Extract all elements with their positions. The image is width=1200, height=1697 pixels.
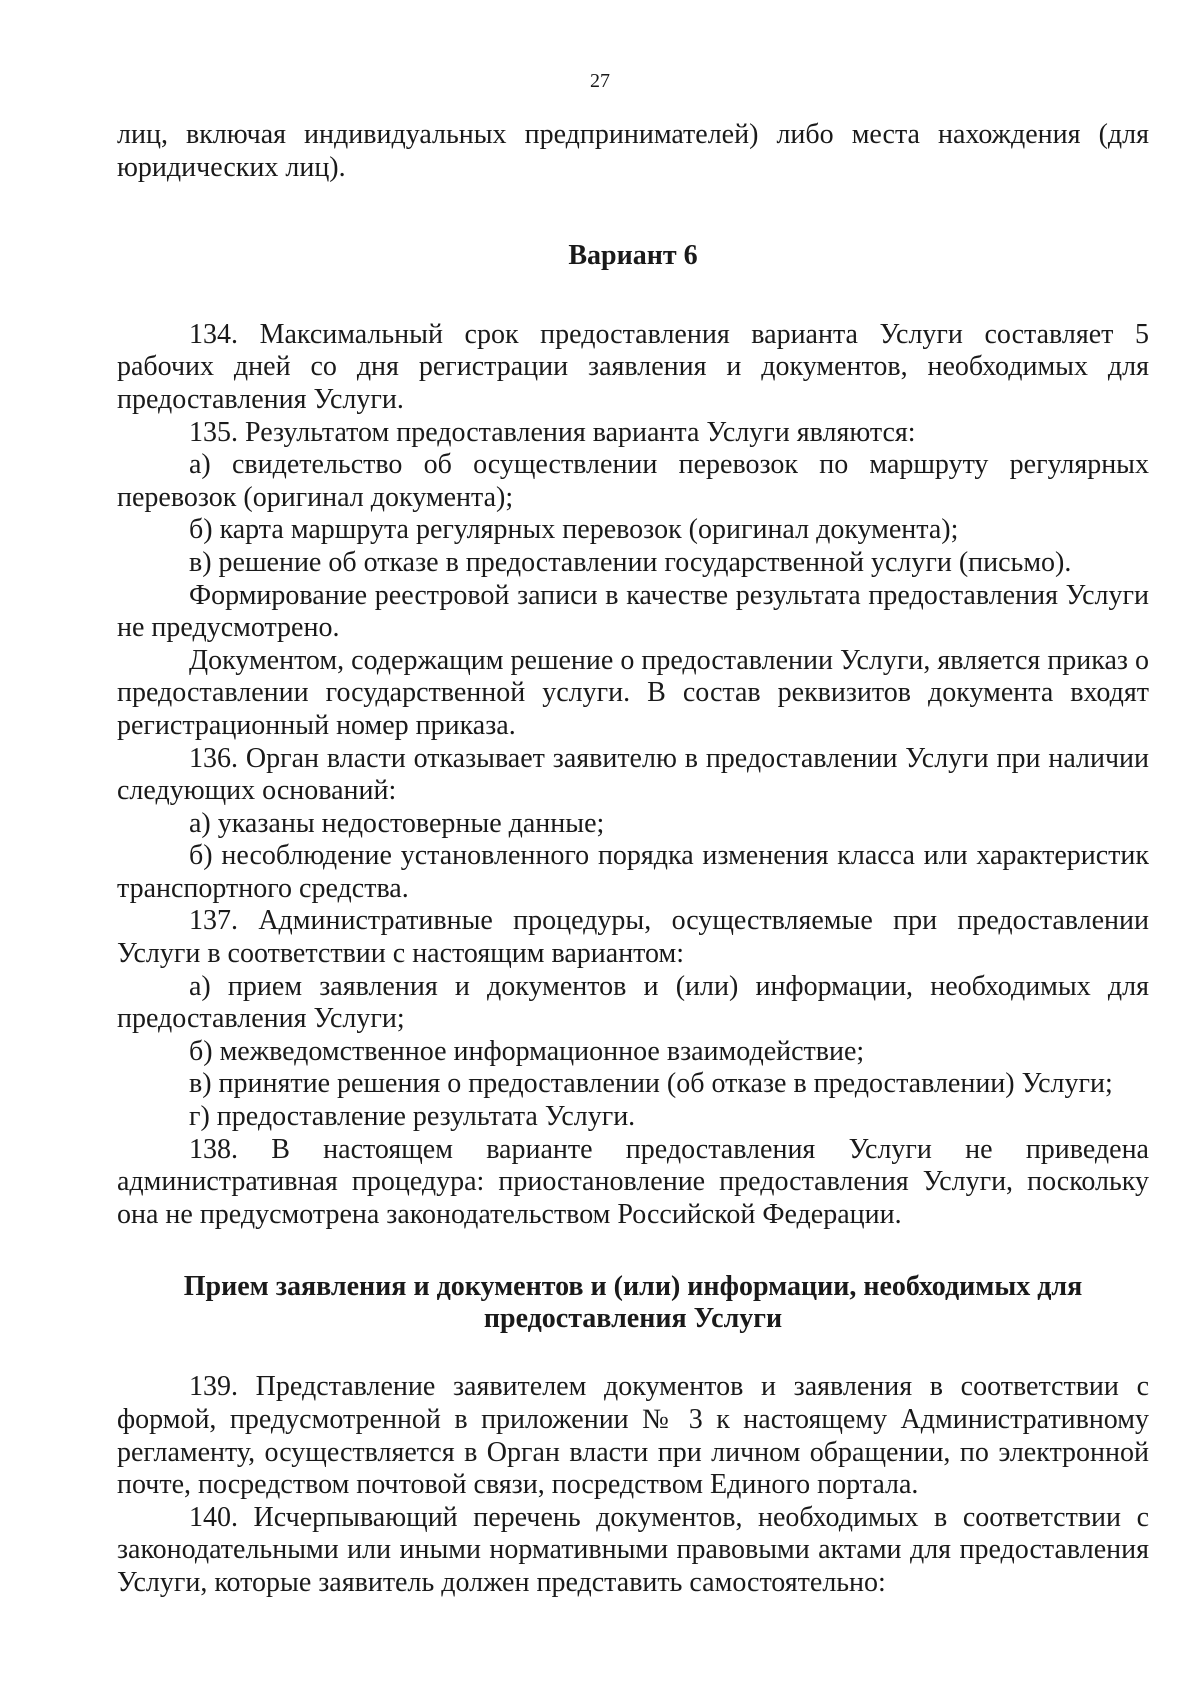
paragraph-decision-document: Документом, содержащим решение о предоставлении Услуги, является приказ о предоставлении государственной услуги. В состав реквизитов документа входят регистрационный номер приказа. <box>117 644 1149 741</box>
page-number: 27 <box>590 70 610 92</box>
list-item-135b: б) карта маршрута регулярных перевозок (оригинал документа); <box>189 514 959 546</box>
paragraph-135: 135. Результатом предоставления варианта Услуги являются: <box>189 416 916 448</box>
list-item-137c: в) принятие решения о предоставлении (об отказе в предоставлении) Услуги; <box>189 1068 1113 1100</box>
variant-heading: Вариант 6 <box>568 240 698 272</box>
paragraph-134: 134. Максимальный срок предоставления варианта Услуги составляет 5 рабочих дней со дня регистрации заявления и документов, необходимых для предоставления Услуги. <box>117 318 1149 415</box>
document-body <box>117 119 1149 1600</box>
paragraph-137: 137. Административные процедуры, осуществляемые при предоставлении Услуги в соответствии с настоящим вариантом: <box>117 905 1149 970</box>
list-item-135a: а) свидетельство об осуществлении перевозок по маршруту регулярных перевозок (оригинал документа); <box>117 449 1149 513</box>
paragraph-139: 139. Представление заявителем документов и заявления в соответствии с формой, предусмотренной в приложении № 3 к настоящему Административному регламенту, осуществляется в Орган власти при личном обращении, по электронной почте, посредством почтовой связи, посредством Единого портала. <box>117 1371 1149 1501</box>
list-item-137a: а) прием заявления и документов и (или) информации, необходимых для предоставления Услуги; <box>117 970 1149 1035</box>
section-heading-line-2: предоставления Услуги <box>483 1303 783 1335</box>
list-item-137b: б) межведомственное информационное взаимодействие; <box>189 1035 865 1067</box>
continuation-paragraph: лиц, включая индивидуальных предпринимателей) либо места нахождения (для юридических лиц). <box>117 119 1149 183</box>
list-item-136b: б) несоблюдение установленного порядка изменения класса или характеристик транспортного средства. <box>117 840 1149 904</box>
list-item-135c: в) решение об отказе в предоставлении государственной услуги (письмо). <box>189 546 1072 578</box>
paragraph-registry-record: Формирование реестровой записи в качестве результата предоставления Услуги не предусмотрено. <box>117 579 1149 644</box>
paragraph-136: 136. Орган власти отказывает заявителю в предоставлении Услуги при наличии следующих оснований: <box>117 742 1149 807</box>
section-heading-line-1: Прием заявления и документов и (или) информации, необходимых для <box>183 1271 1083 1303</box>
section-heading <box>117 1271 1149 1335</box>
paragraph-140: 140. Исчерпывающий перечень документов, необходимых в соответствии с законодательными или иными нормативными правовыми актами для предоставления Услуги, которые заявитель должен представить самостоятельно: <box>117 1501 1149 1598</box>
paragraph-138: 138. В настоящем варианте предоставления Услуги не приведена административная процедура: приостановление предоставления Услуги, поскольку она не предусмотрена законодательством Российской Федерации. <box>117 1133 1149 1230</box>
list-item-136a: а) указаны недостоверные данные; <box>189 807 605 839</box>
list-item-137d: г) предоставление результата Услуги. <box>189 1101 636 1133</box>
